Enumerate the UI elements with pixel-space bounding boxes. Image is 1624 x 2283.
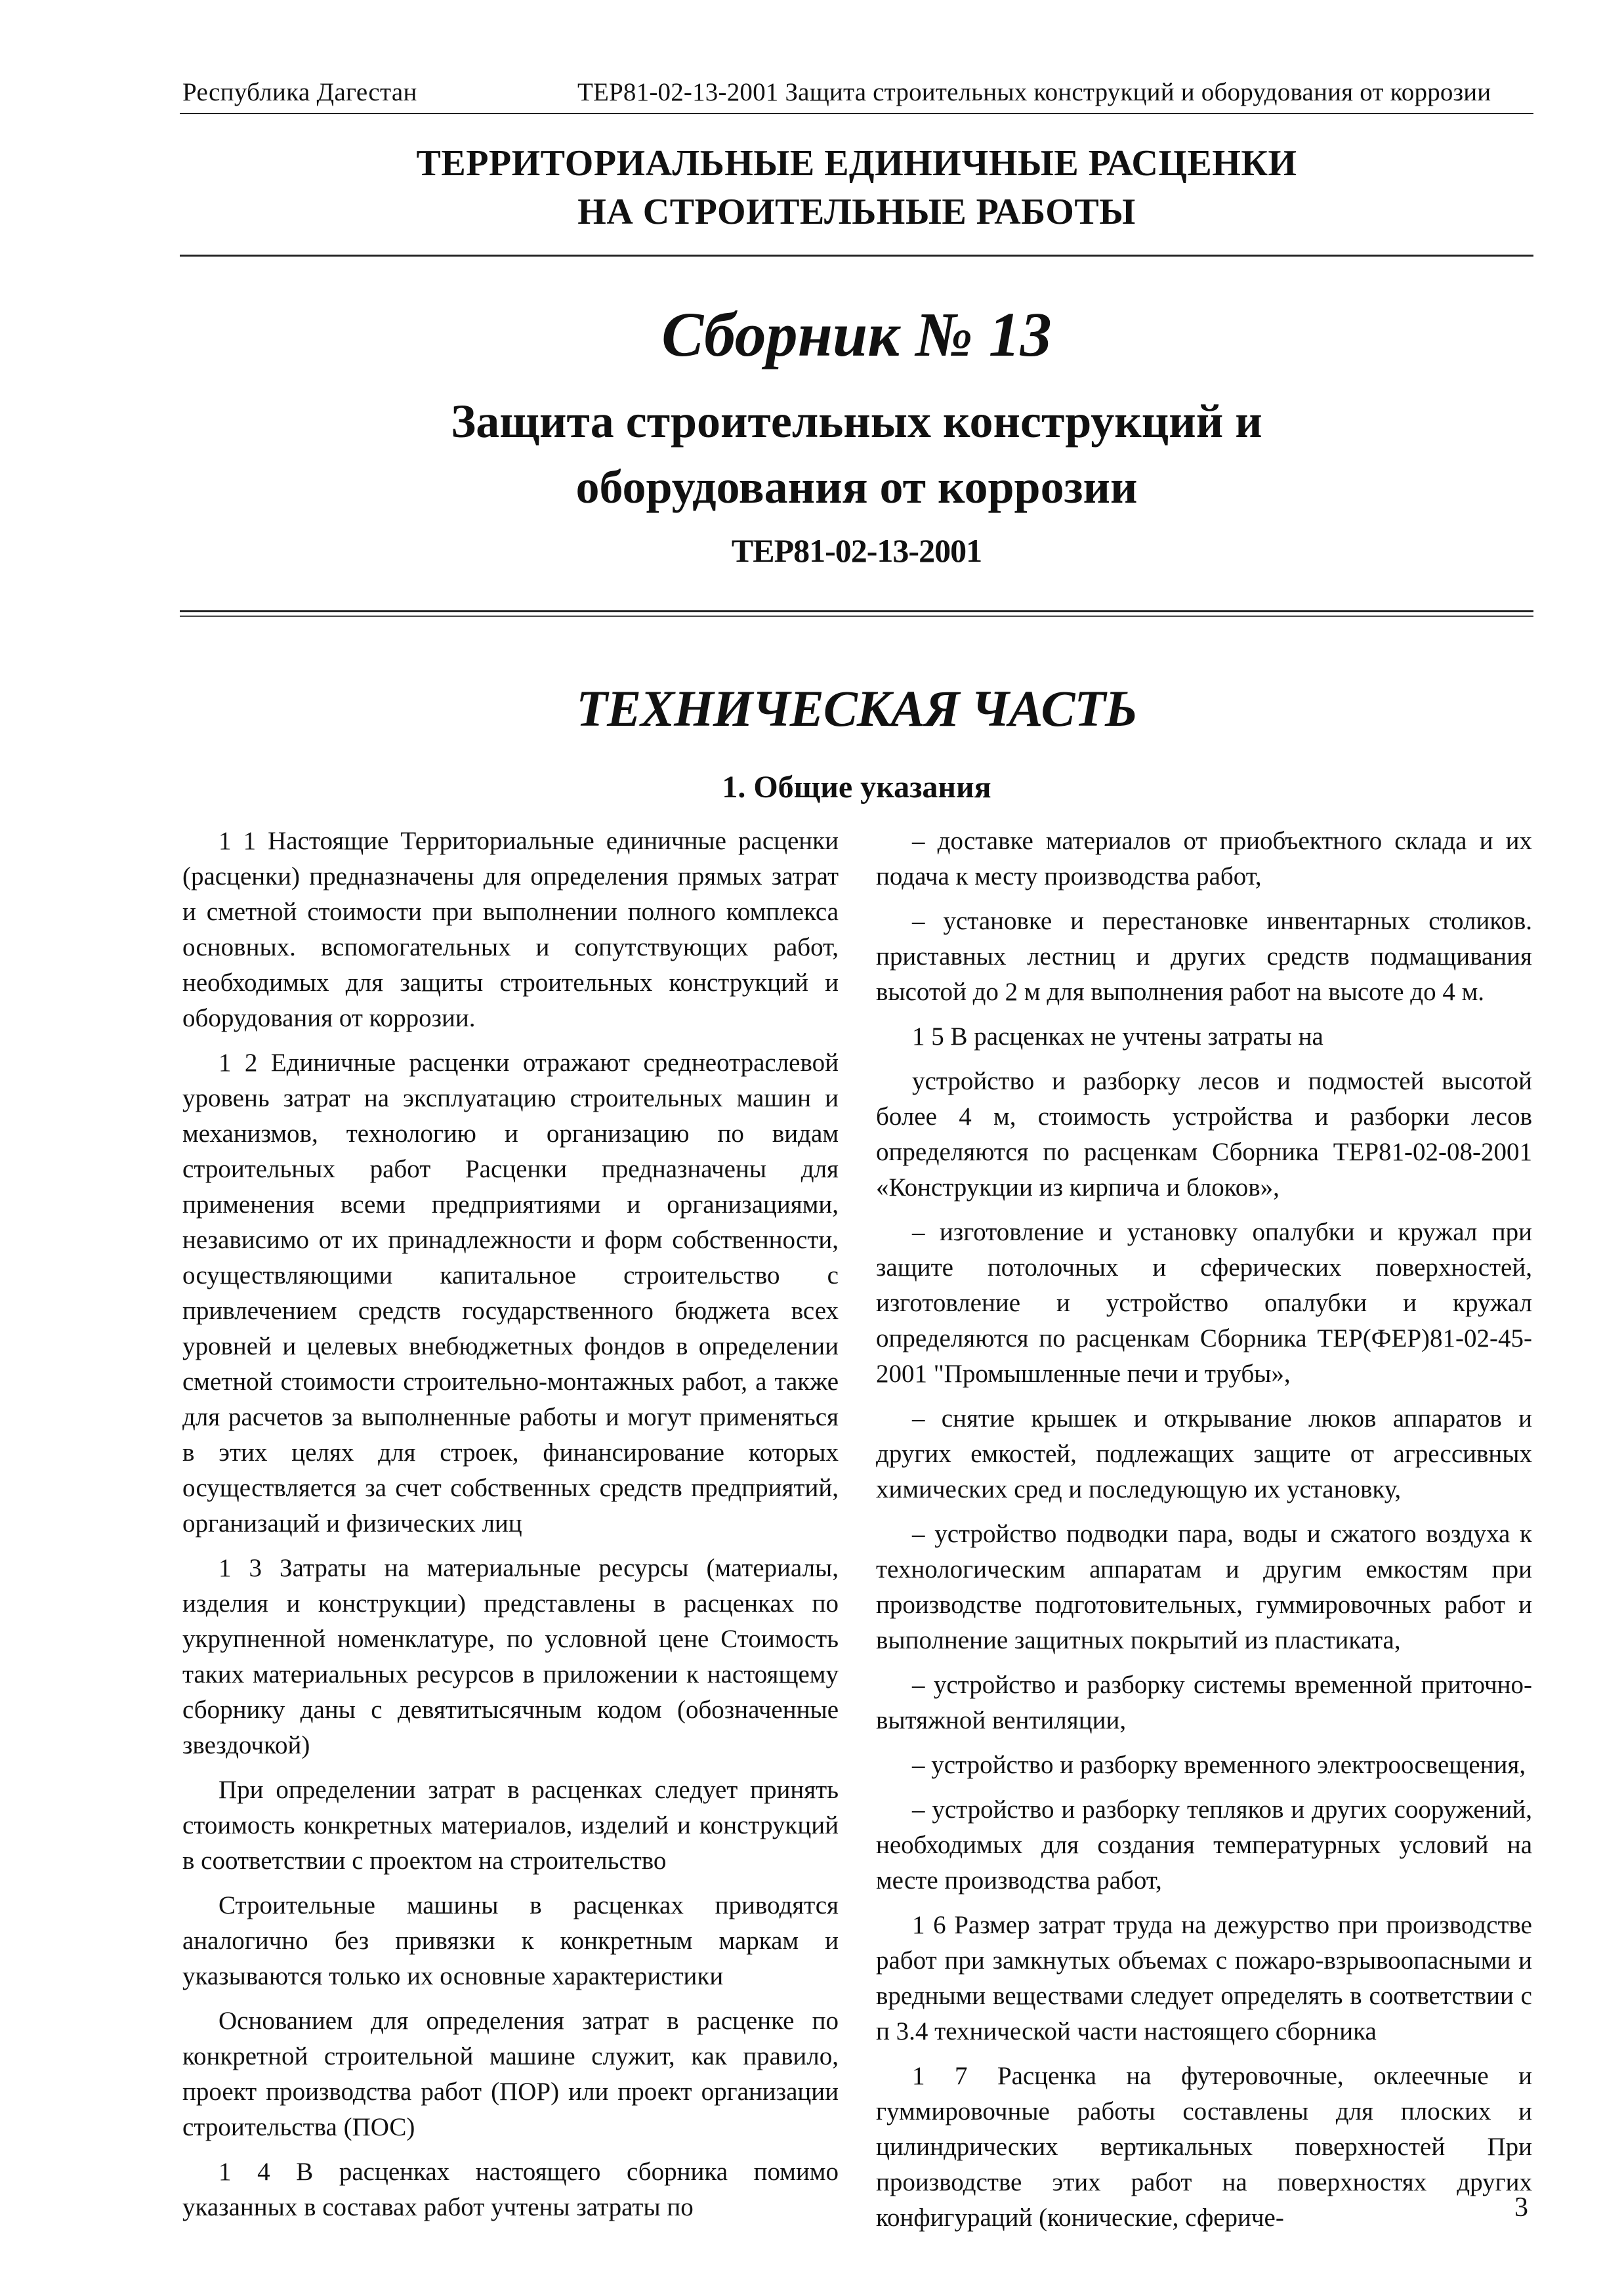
paragraph: 1 3 Затраты на материальные ресурсы (материалы, изделия и конструкции) представлены в расценках по укрупненной номенклатуре, по условной цене Стоимость таких материальных ресурсов в приложении к настоящему сборнику даны с девятитысячным кодом (обозначенные звездочкой) (182, 1554, 839, 1759)
paragraph: 1 7 Расценка на футеровочные, оклеечные и гуммировочные работы составлены для плоских и цилиндрических вертикальных поверхностей При производстве этих работ на поверхностях других конфигураций (конические, сфериче- (876, 2062, 1532, 2232)
paragraph: 1 6 Размер затрат труда на дежурство при производстве работ при замкнутых объемах с пожаро-взрывоопасными и вредными веществами следует определять в соответствии с п 3.4 технической части настоящего сборника (876, 1911, 1532, 2045)
title-rule (180, 255, 1533, 257)
running-header-document: ТЕР81-02-13-2001 Защита строительных конструкций и оборудования от коррозии (577, 78, 1491, 106)
page-number: 3 (1514, 2192, 1528, 2223)
paragraph: Строительные машины в расценках приводятся аналогично без привязки к конкретным маркам и указываются только их основные характеристики (182, 1891, 839, 1990)
part-title: ТЕХНИЧЕСКАЯ ЧАСТЬ (576, 680, 1137, 737)
paragraph: 1 5 В расценках не учтены затраты на (912, 1022, 1323, 1051)
paragraph: При определении затрат в расценках следует принять стоимость конкретных материалов, изделий и конструкций в соответствии с проектом на строительство (182, 1776, 839, 1875)
section-title: 1. Общие указания (722, 770, 991, 805)
document-title (180, 139, 1533, 236)
paragraph: – устройство и разборку тепляков и других сооружений, необходимых для создания температурных условий на месте производства работ, (876, 1795, 1532, 1895)
paragraph: 1 2 Единичные расценки отражают среднеотраслевой уровень затрат на эксплуатацию строительных машин и механизмов, технологию и организацию по видам строительных работ Расценки предназначены для применения всеми предприятиями и организациями, независимо от их принадлежности и форм собственности, осуществляющими капитальное строительство с привлечением средств государственного бюджета всех уровней и целевых внебюджетных фондов в определении сметной стоимости строительно-монтажных работ, а также для расчетов за выполненные работы и могут применяться в этих целях для строек, финансирование которых осуществляется за счет собственных средств предприятий, организаций и физических лиц (182, 1049, 839, 1538)
paragraph: устройство и разборку лесов и подмостей высотой более 4 м, стоимость устройства и разборки лесов определяются по расценкам Сборника ТЕР81-02-08-2001 «Конструкции из кирпича и блоков», (876, 1067, 1532, 1202)
paragraph: 1 4 В расценках настоящего сборника помимо указанных в составах работ учтены затраты по (182, 2158, 839, 2221)
collection-code: ТЕР81-02-13-2001 (731, 532, 982, 569)
paragraph: 1 1 Настоящие Территориальные единичные расценки (расценки) предназначены для определения прямых затрат и сметной стоимости при выполнении полного комплекса основных. вспомогательных и сопутствующих работ, необходимых для защиты строительных конструкций и оборудования от коррозии. (182, 827, 839, 1032)
paragraph: Основанием для определения затрат в расценке по конкретной строительной машине служит, как правило, проект производства работ (ПОР) или проект организации строительства (ПОС) (182, 2007, 839, 2141)
document-title-line-1: ТЕРРИТОРИАЛЬНЫЕ ЕДИНИЧНЫЕ РАСЦЕНКИ (416, 143, 1297, 184)
collection-number: Сборник № 13 (661, 299, 1052, 369)
paragraph: – устройство подводки пара, воды и сжатого воздуха к технологическим аппаратам и другим емкостям при производстве подготовительных, гуммировочных работ и выполнение защитных покрытий из пластиката, (876, 1520, 1532, 1654)
code-rule (180, 610, 1533, 617)
collection-name (180, 388, 1533, 520)
collection-name-line-2: оборудования от коррозии (575, 461, 1138, 513)
left-column (182, 824, 839, 2234)
paragraph: – снятие крышек и открывание люков аппаратов и других емкостей, подлежащих защите от агрессивных химических сред и последующую их установку, (876, 1404, 1532, 1503)
document-title-line-2: НА СТРОИТЕЛЬНЫЕ РАБОТЫ (577, 192, 1136, 232)
paragraph: – устройство и разборку системы временной приточно-вытяжной вентиляции, (876, 1671, 1532, 1734)
running-header-region: Республика Дагестан (182, 78, 417, 106)
right-column (876, 824, 1532, 2245)
paragraph: – доставке материалов от приобъектного склада и их подача к месту производства работ, (876, 827, 1532, 890)
paragraph: – устройство и разборку временного электроосвещения, (912, 1751, 1526, 1779)
paragraph: – установке и перестановке инвентарных столиков. приставных лестниц и других средств подмащивания высотой до 2 м для выполнения работ на высоте до 4 м. (876, 907, 1532, 1006)
paragraph: – изготовление и установку опалубки и кружал при защите потолочных и сферических поверхностей, изготовление и устройство опалубки и кружал определяются по расценкам Сборника ТЕР(ФЕР)81-02-45-2001 "Промышленные печи и трубы», (876, 1218, 1532, 1388)
collection-name-line-1: Защита строительных конструкций и (451, 395, 1262, 448)
header-rule (180, 113, 1533, 114)
